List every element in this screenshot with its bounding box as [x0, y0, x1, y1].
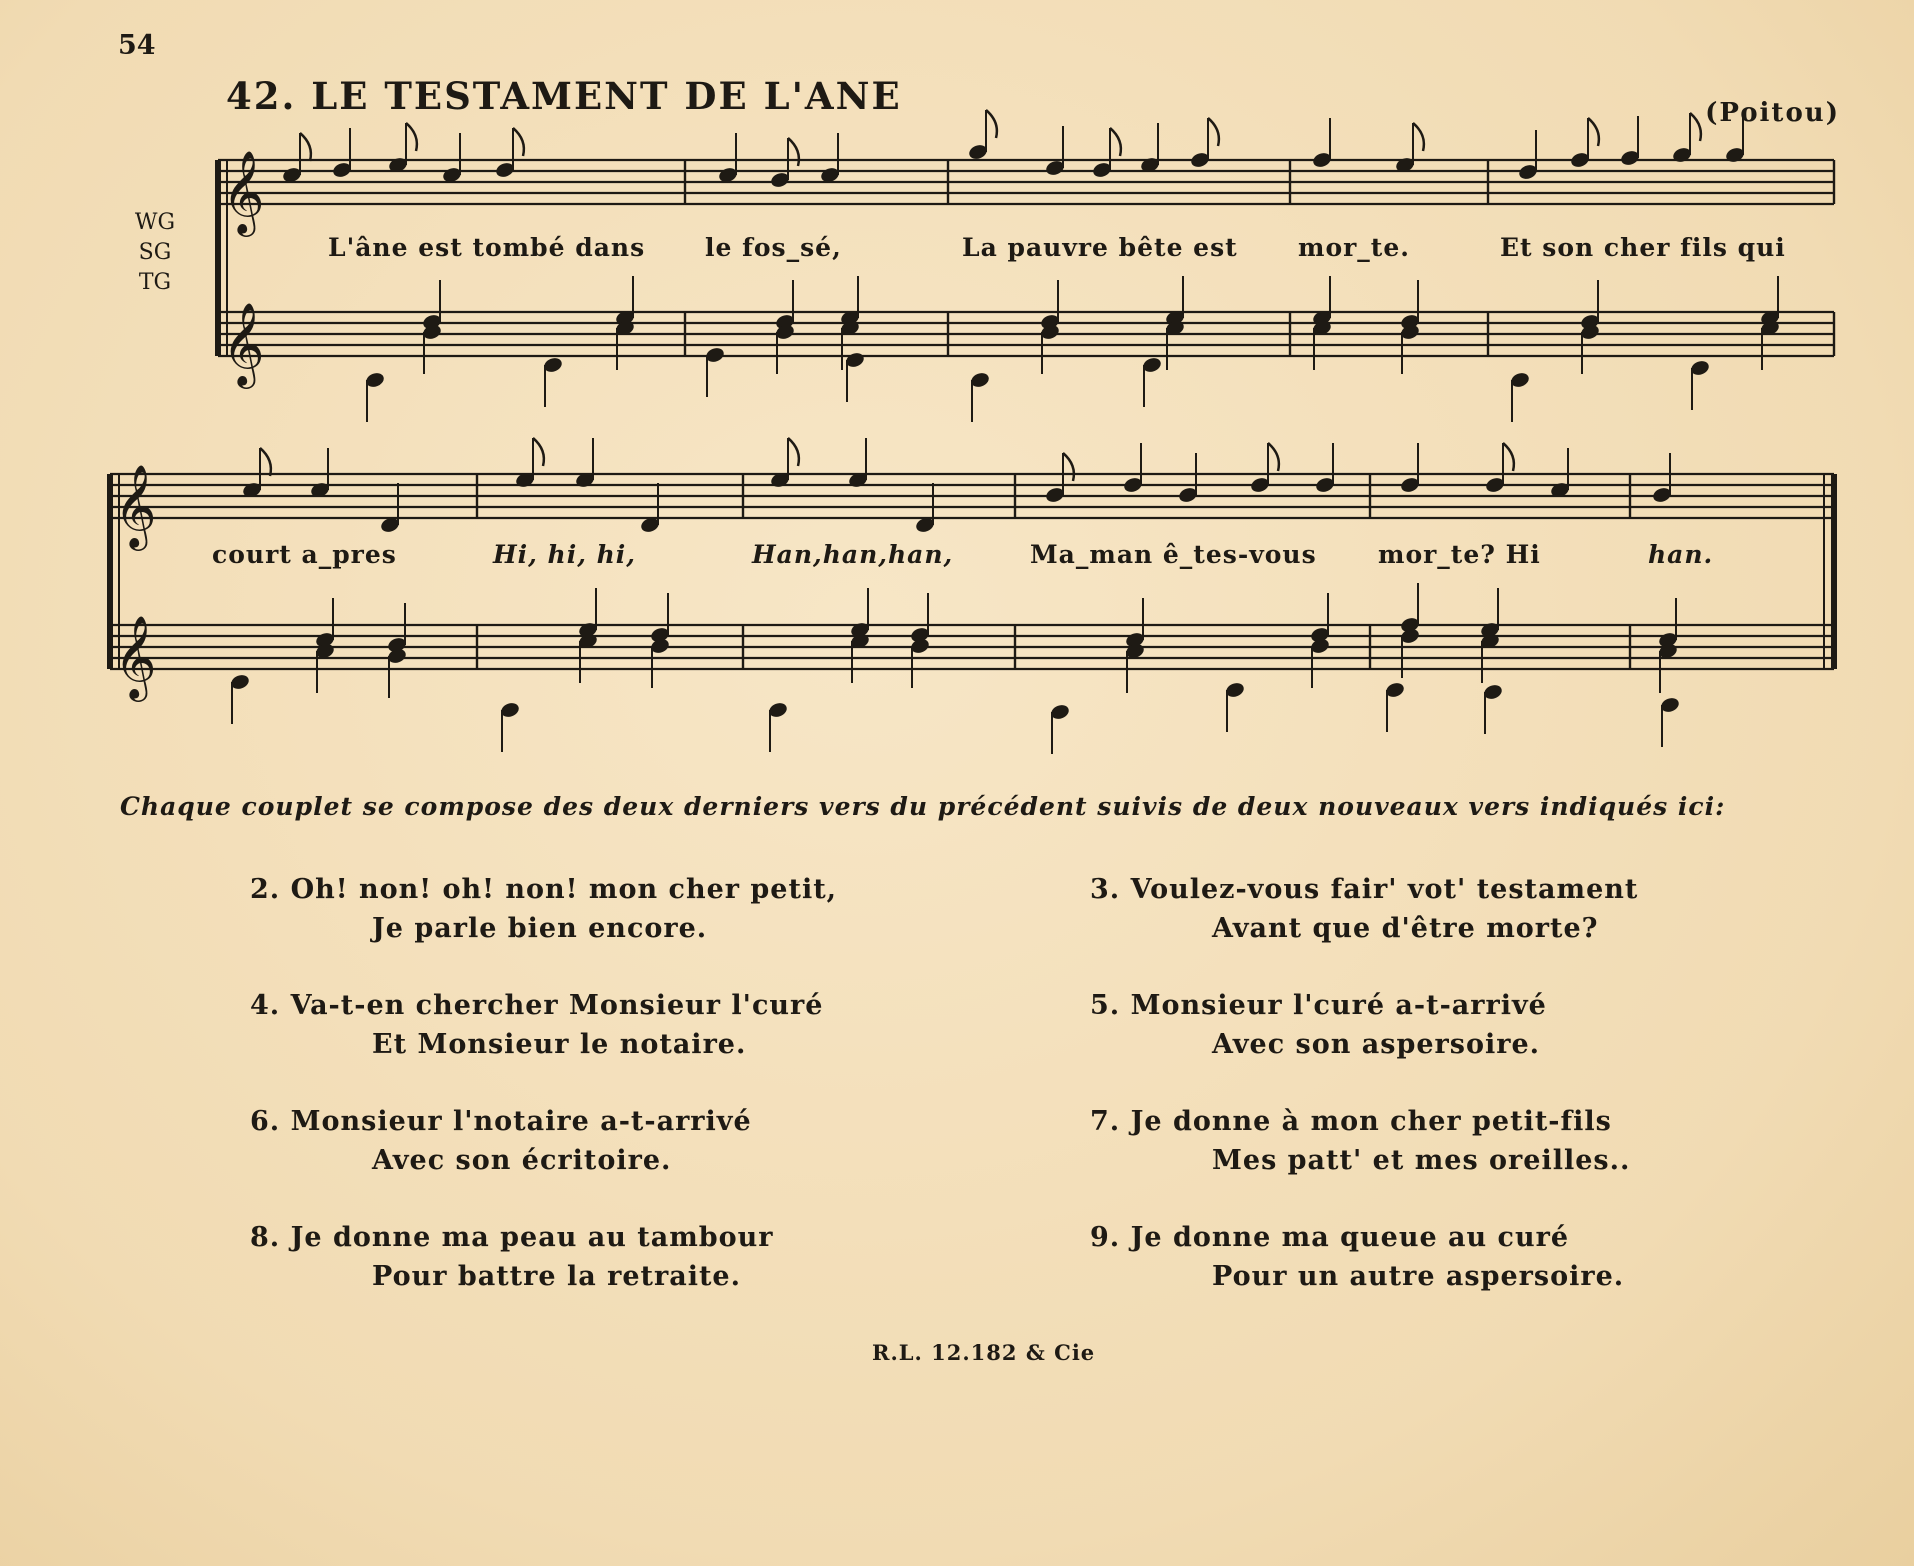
lyric-syllable: court a_pres [212, 540, 397, 569]
note-flag [986, 110, 997, 138]
note-flag [260, 448, 271, 476]
note-flag [788, 438, 799, 466]
note-flag [406, 123, 417, 151]
note-flag [1268, 443, 1279, 471]
verse-number: 2. [250, 874, 281, 905]
treble-clef-icon: 𝄞 [222, 149, 265, 233]
lyric-syllable: Ma_man ê_tes-vous [1030, 540, 1317, 569]
lyric-syllable: La pauvre bête est [962, 233, 1238, 262]
verse-number: 7. [1090, 1106, 1121, 1137]
publisher-code: R.L. 12.182 & Cie [872, 1340, 1096, 1365]
verse-item [250, 1218, 774, 1296]
verse-line: Monsieur l'curé a-t-arrivé [1130, 990, 1547, 1021]
voice-label: SG [138, 240, 172, 265]
verse-item [250, 1102, 752, 1180]
verse-item [1090, 986, 1547, 1064]
note-flag [300, 133, 311, 161]
note-flag [513, 128, 524, 156]
note-flag [1690, 113, 1701, 141]
verse-item [1090, 1218, 1624, 1296]
verse-line: Je parle bien encore. [372, 913, 708, 944]
verse-number: 6. [250, 1106, 281, 1137]
verse-number: 4. [250, 990, 281, 1021]
note-flag [1208, 118, 1219, 146]
lyric-syllable: mor_te. [1298, 233, 1410, 262]
voice-label: TG [138, 270, 172, 295]
verse-item [250, 986, 823, 1064]
verse-line: Voulez-vous fair' vot' testament [1130, 874, 1639, 905]
verse-line: Avec son aspersoire. [1212, 1029, 1541, 1060]
verse-line: Pour un autre aspersoire. [1212, 1261, 1625, 1292]
page-number: 54 [118, 30, 156, 61]
note-flag [533, 438, 544, 466]
verse-item [1090, 1102, 1630, 1180]
note-flag [1110, 128, 1121, 156]
lyric-syllable: Et son cher fils qui [1500, 233, 1786, 262]
note-flag [1588, 118, 1599, 146]
lyric-syllable: Hi, hi, hi, [493, 540, 636, 569]
verse-line: Pour battre la retraite. [372, 1261, 742, 1292]
song-region: (Poitou) [1705, 98, 1840, 128]
verse-line: Je donne ma peau au tambour [290, 1222, 774, 1253]
verse-line: Monsieur l'notaire a-t-arrivé [290, 1106, 752, 1137]
verse-number: 9. [1090, 1222, 1121, 1253]
lyric-syllable: L'âne est tombé dans [328, 233, 646, 262]
treble-clef-icon: 𝄞 [222, 301, 265, 385]
lyric-syllable: Han,han,han, [752, 540, 954, 569]
verse-item [250, 870, 837, 948]
verse-number: 5. [1090, 990, 1121, 1021]
note-flag [1503, 443, 1514, 471]
note-flag [1063, 453, 1074, 481]
music-score [0, 0, 1914, 780]
verse-line: Et Monsieur le notaire. [372, 1029, 747, 1060]
treble-clef-icon: 𝄞 [114, 463, 157, 547]
lyric-syllable: mor_te? Hi [1378, 540, 1541, 569]
lyric-syllable: han. [1648, 540, 1714, 569]
verse-line: Avec son écritoire. [372, 1145, 672, 1176]
verse-number: 3. [1090, 874, 1121, 905]
verse-instruction: Chaque couplet se compose des deux derniers vers du précédent suivis de deux nouveaux vers indiqués ici: [120, 792, 1726, 821]
verse-line: Avant que d'être morte? [1212, 913, 1599, 944]
verse-item [1090, 870, 1638, 948]
treble-clef-icon: 𝄞 [114, 614, 157, 698]
voice-label: WG [134, 210, 176, 235]
note-flag [788, 138, 799, 166]
song-title: 42. LE TESTAMENT DE L'ANE [226, 74, 902, 118]
lyric-syllable: le fos_sé, [705, 233, 842, 262]
verse-line: Va-t-en chercher Monsieur l'curé [290, 990, 824, 1021]
verse-line: Mes patt' et mes oreilles.. [1212, 1145, 1631, 1176]
verse-number: 8. [250, 1222, 281, 1253]
verse-line: Oh! non! oh! non! mon cher petit, [290, 874, 838, 905]
note-flag [1413, 123, 1424, 151]
verse-line: Je donne ma queue au curé [1130, 1222, 1570, 1253]
verse-line: Je donne à mon cher petit-fils [1130, 1106, 1612, 1137]
